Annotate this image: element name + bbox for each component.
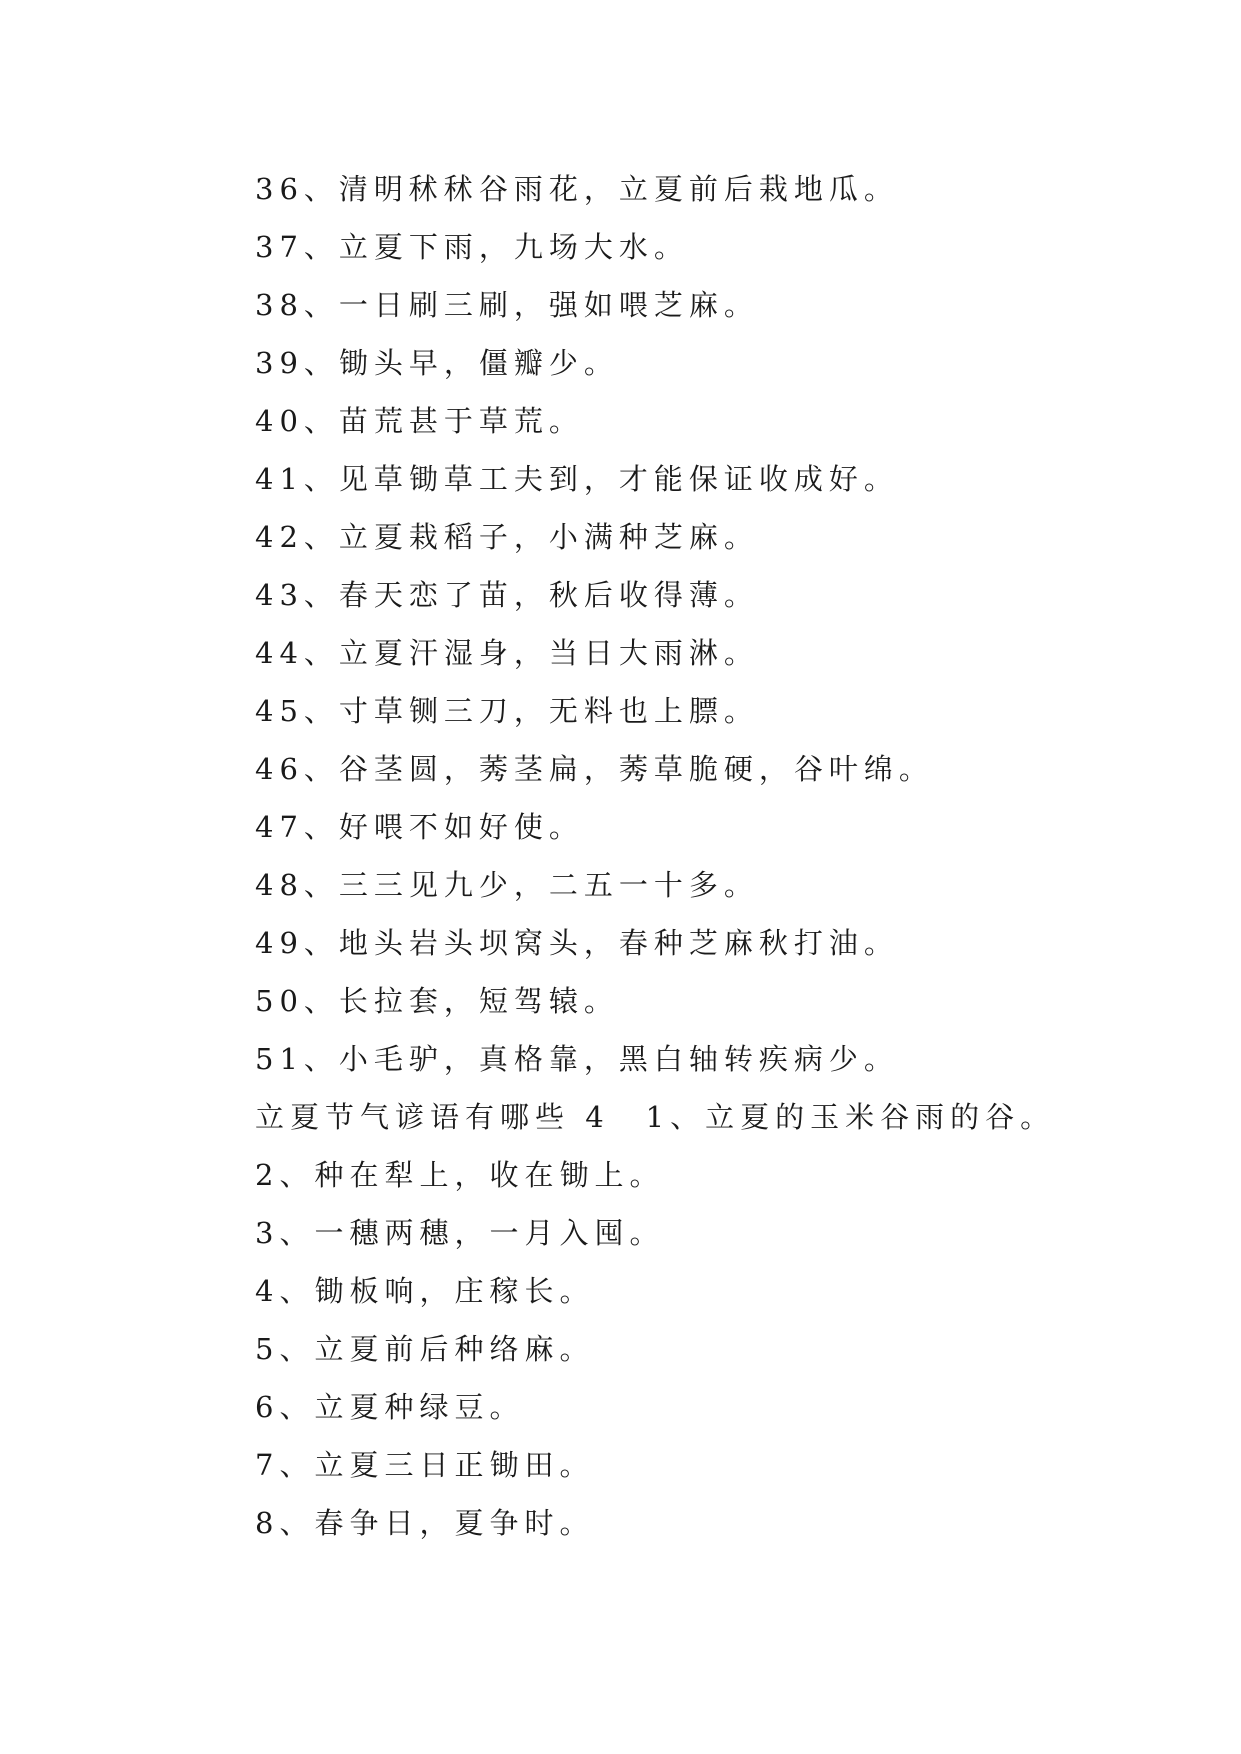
proverb-line: 47、好喂不如好使。 [255, 810, 584, 844]
proverb-line: 51、小毛驴，真格靠，黑白轴转疾病少。 [255, 1042, 899, 1076]
list-item: 2、种在犁上，收在锄上。 [255, 1158, 665, 1192]
proverb-line: 37、立夏下雨，九场大水。 [255, 230, 689, 264]
list-item: 5、立夏前后种络麻。 [255, 1332, 595, 1366]
list-item: 6、立夏种绿豆。 [255, 1390, 525, 1424]
proverb-line: 49、地头岩头坝窝头，春种芝麻秋打油。 [255, 926, 899, 960]
proverb-line: 38、一日刷三刷，强如喂芝麻。 [255, 288, 759, 322]
proverb-line: 48、三三见九少，二五一十多。 [255, 868, 759, 902]
list-item: 3、一穗两穗，一月入囤。 [255, 1216, 665, 1250]
proverb-line: 42、立夏栽稻子，小满种芝麻。 [255, 520, 759, 554]
proverb-line: 36、清明秫秫谷雨花，立夏前后栽地瓜。 [255, 172, 899, 206]
proverb-line: 40、苗荒甚于草荒。 [255, 404, 584, 438]
section-heading-line [255, 1088, 1155, 1146]
proverb-line: 39、锄头早，僵瓣少。 [255, 346, 619, 380]
proverb-line: 45、寸草铡三刀，无料也上膘。 [255, 694, 759, 728]
proverb-line: 41、见草锄草工夫到，才能保证收成好。 [255, 462, 899, 496]
list-item: 4、锄板响，庄稼长。 [255, 1274, 595, 1308]
proverb-line: 50、长拉套，短驾辕。 [255, 984, 619, 1018]
proverb-line: 44、立夏汗湿身，当日大雨淋。 [255, 636, 759, 670]
proverb-line: 43、春天恋了苗，秋后收得薄。 [255, 578, 759, 612]
document-body [255, 160, 1155, 1552]
proverb-line: 46、谷茎圆，莠茎扁，莠草脆硬，谷叶绵。 [255, 752, 934, 786]
list-item: 7、立夏三日正锄田。 [255, 1448, 595, 1482]
section-first-item: 1、立夏的玉米谷雨的谷。 [645, 1100, 1056, 1134]
list-item: 8、春争日，夏争时。 [255, 1506, 595, 1540]
section-heading: 立夏节气谚语有哪些 4 [255, 1100, 610, 1134]
